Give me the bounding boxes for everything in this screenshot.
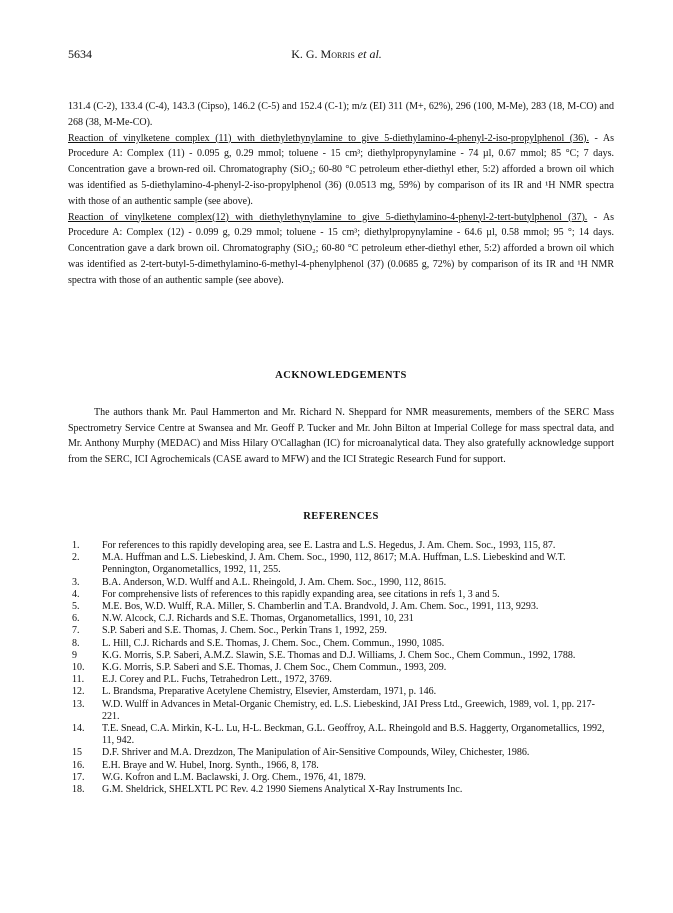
reference-number: 10.: [72, 662, 85, 674]
reference-number: 16.: [72, 759, 85, 771]
reference-text: M.E. Bos, W.D. Wulff, R.A. Miller, S. Chamberlin and T.A. Brandvold, J. Am. Chem. Soc., 1991, 113, 9293.: [102, 601, 539, 613]
reference-text: S.P. Saberi and S.E. Thomas, J. Chem. Soc., Perkin Trans 1, 1992, 259.: [102, 625, 387, 637]
references-list: [72, 540, 612, 796]
reference-text: For references to this rapidly developing area, see E. Lastra and L.S. Hegedus, J. Am. Chem. Soc., 1993, 115, 87.: [102, 540, 556, 551]
reference-item: [72, 760, 612, 772]
reference-item: [72, 638, 612, 650]
reference-item: [72, 552, 612, 576]
reference-number: 14.: [72, 723, 85, 735]
et-al: et al.: [354, 47, 382, 61]
acknowledgements-heading: ACKNOWLEDGEMENTS: [275, 370, 407, 381]
reference-number: 4.: [72, 588, 80, 600]
reference-number: 9: [72, 649, 77, 661]
reference-number: 11.: [72, 674, 85, 686]
reference-text: W.D. Wulff in Advances in Metal-Organic Chemistry, ed. L.S. Liebeskind, JAI Press Ltd., Greewich, 1989, vol. 1, pp. 217-221.: [102, 698, 595, 722]
procedure-36: [68, 131, 614, 210]
reference-text: M.A. Huffman and L.S. Liebeskind, J. Am. Chem. Soc., 1990, 112, 8617; M.A. Huffman, L.S. Liebeskind and W.T. Pennington, Organometallics, 1992, 11, 255.: [102, 552, 566, 576]
reference-item: [72, 577, 612, 589]
reference-item: [72, 784, 612, 796]
reference-number: 17.: [72, 771, 85, 783]
reference-number: 13.: [72, 698, 85, 710]
reference-number: 7.: [72, 625, 80, 637]
reference-item: [72, 686, 612, 698]
procedure-37-text: - As Procedure A: Complex (12) - 0.099 g, 0.29 mmol; toluene - 15 cm³; diethylpropynylamine - 64.6 µl, 0.58 mmol; 95 °; 14 days. Concentration gave a dark brown oil. Chromatography (SiO₂; 60-80 °C petroleum ether-diethyl ether, 5:2) afforded a brown oil which was identified as 2-tert-butyl-5-dimethylamino-6-methyl-4-phenylphenol (37) (0.0685 g, 72%) by comparison of its IR and ¹H NMR spectra with those of an authentic sample (see above).: [68, 211, 614, 286]
reference-text: L. Brandsma, Preparative Acetylene Chemistry, Elsevier, Amsterdam, 1971, p. 146.: [102, 686, 437, 698]
reference-item: [72, 589, 612, 601]
experimental-text: [68, 99, 614, 289]
reference-number: 2.: [72, 552, 80, 564]
reference-number: 18.: [72, 784, 85, 796]
continuation-paragraph: 131.4 (C-2), 133.4 (C-4), 143.3 (Cipso), 146.2 (C-5) and 152.4 (C-1); m/z (EI) 311 (M+, 62%), 296 (100, M-Me), 283 (18, M-CO) and 268 (38, M-Me-CO).: [68, 101, 614, 128]
page-number: 5634: [68, 47, 92, 61]
author-name: K. G. Morris: [291, 47, 355, 61]
reference-number: 6.: [72, 613, 80, 625]
reference-item: [72, 625, 612, 637]
reference-text: L. Hill, C.J. Richards and S.E. Thomas, J. Chem. Soc., Chem. Commun., 1990, 1085.: [102, 637, 445, 649]
references-heading: REFERENCES: [303, 511, 379, 522]
reference-number: 1.: [72, 540, 80, 551]
procedure-36-title: Reaction of vinylketene complex (11) with diethylethynylamine to give 5-diethylamino-4-phenyl-2-iso-propylphenol (36).: [68, 132, 589, 144]
acknowledgements-text: The authors thank Mr. Paul Hammerton and Mr. Richard N. Sheppard for NMR measurements, members of the SERC Mass Spectrometry Service Centre at Swansea and Mr. Geoff P. Tucker and Mr. John Bilton at Imperial College for mass spectral data, and Mr. Anthony Murphy (MEDAC) and Miss Hilary O'Callaghan (IC) for microanalytical data. They also gratefully acknowledge support from the SERC, ICI Agrochemicals (CASE award to MFW) and the ICI Strategic Research Fund for support.: [68, 407, 614, 465]
reference-text: For comprehensive lists of references to this rapidly expanding area, see citations in refs 1, 3 and 5.: [102, 588, 500, 600]
reference-text: B.A. Anderson, W.D. Wulff and A.L. Rheingold, J. Am. Chem. Soc., 1990, 112, 8615.: [102, 576, 447, 588]
reference-item: [72, 613, 612, 625]
reference-item: [72, 601, 612, 613]
procedure-37-title: Reaction of vinylketene complex(12) with diethylethynylamine to give 5-diethylamino-4-phenyl-2-tert-butylphenol (37).: [68, 211, 588, 223]
reference-item: [72, 540, 612, 552]
reference-text: T.E. Snead, C.A. Mirkin, K-L. Lu, H-L. Beckman, G.L. Geoffroy, A.L. Rheingold and B.S. Haggerty, Organometallics, 1992, 11, 942.: [102, 723, 605, 747]
reference-item: [72, 772, 612, 784]
reference-text: N.W. Alcock, C.J. Richards and S.E. Thomas, Organometallics, 1991, 10, 231: [102, 613, 414, 625]
running-title: [68, 47, 605, 62]
reference-text: D.F. Shriver and M.A. Drezdzon, The Manipulation of Air-Sensitive Compounds, Wiley, Chichester, 1986.: [102, 747, 530, 759]
reference-text: E.H. Braye and W. Hubel, Inorg. Synth., 1966, 8, 178.: [102, 759, 319, 771]
reference-item: [72, 747, 612, 759]
reference-item: [72, 650, 612, 662]
reference-number: 8.: [72, 637, 80, 649]
reference-text: G.M. Sheldrick, SHELXTL PC Rev. 4.2 1990 Siemens Analytical X-Ray Instruments Inc.: [102, 784, 463, 796]
reference-text: W.G. Kofron and L.M. Baclawski, J. Org. Chem., 1976, 41, 1879.: [102, 771, 366, 783]
reference-item: [72, 723, 612, 747]
reference-text: E.J. Corey and P.L. Fuchs, Tetrahedron Lett., 1972, 3769.: [102, 674, 332, 686]
procedure-37: [68, 210, 614, 289]
reference-number: 15: [72, 747, 82, 759]
running-header: [68, 47, 605, 63]
reference-number: 3.: [72, 576, 80, 588]
reference-item: [72, 699, 612, 723]
reference-number: 5.: [72, 601, 80, 613]
reference-item: [72, 662, 612, 674]
reference-text: K.G. Morris, S.P. Saberi, A.M.Z. Slawin, S.E. Thomas and D.J. Williams, J. Chem Soc., Chem Commun., 1992, 1788.: [102, 649, 576, 661]
procedure-36-text: - As Procedure A: Complex (11) - 0.095 g, 0.29 mmol; toluene - 15 cm³; diethylpropynylamine - 74 µl, 0.67 mmol; 85 °C; 7 days. Concentration gave a brown-red oil. Chromatography (SiO₂; 60-80 °C petroleum ether-diethyl ether, 5:2) afforded a brown oil which was identified as 5-diethylamino-4-phenyl-2-iso-propylphenol (36) (0.0513 mg, 59%) by comparison of its IR and ¹H NMR spectra with those of an authentic sample (see above).: [68, 132, 614, 207]
reference-text: K.G. Morris, S.P. Saberi and S.E. Thomas, J. Chem Soc., Chem Commun., 1993, 209.: [102, 662, 447, 674]
reference-item: [72, 674, 612, 686]
reference-number: 12.: [72, 686, 85, 698]
